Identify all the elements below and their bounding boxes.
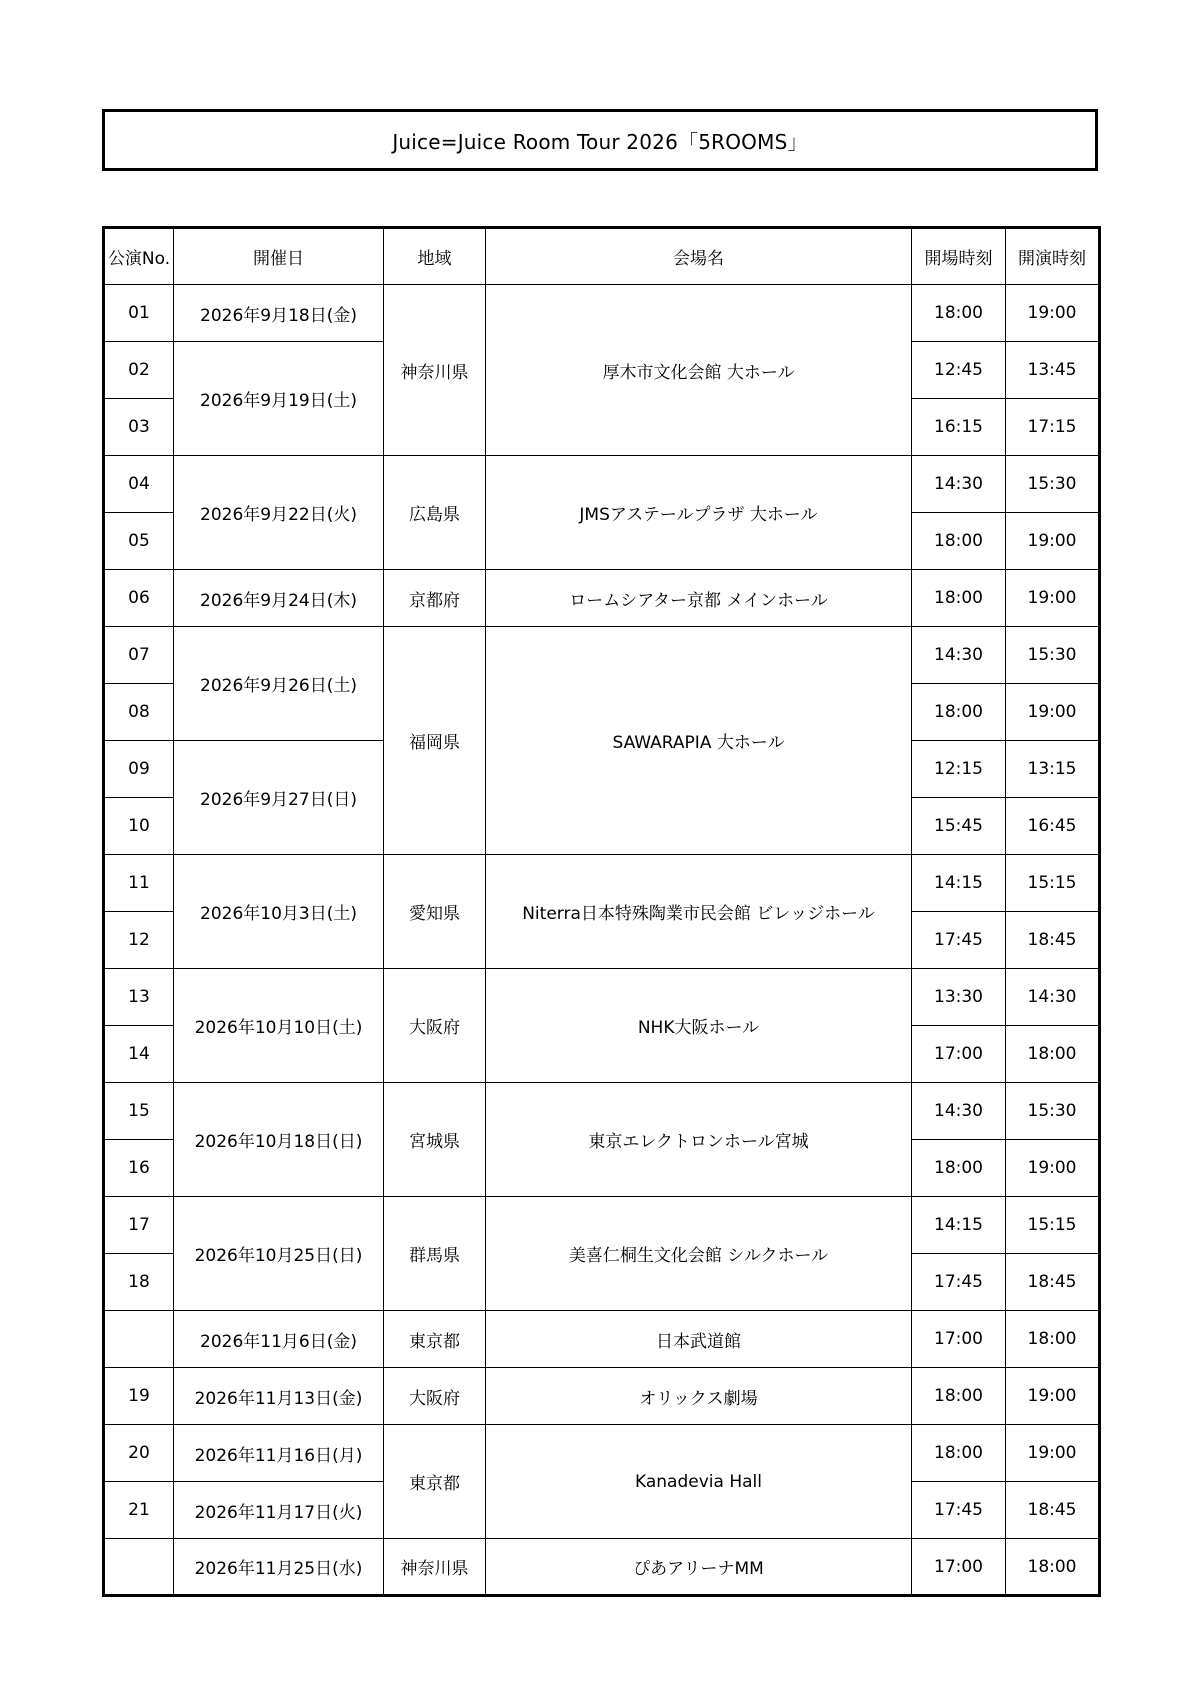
start-time: 18:00	[1006, 1539, 1100, 1596]
open-time: 17:00	[912, 1026, 1006, 1083]
show-region: 神奈川県	[384, 285, 486, 456]
show-date: 2026年11月13日(金)	[174, 1368, 384, 1425]
show-number: 07	[104, 627, 174, 684]
show-date: 2026年9月24日(木)	[174, 570, 384, 627]
document-title-text: Juice=Juice Room Tour 2026「5ROOMS」	[392, 129, 808, 154]
show-date: 2026年11月6日(金)	[174, 1311, 384, 1368]
show-venue: Kanadevia Hall	[486, 1425, 912, 1539]
show-region: 東京都	[384, 1425, 486, 1539]
open-time: 18:00	[912, 1368, 1006, 1425]
show-number: 11	[104, 855, 174, 912]
show-date: 2026年11月17日(火)	[174, 1482, 384, 1539]
header-no: 公演No.	[104, 228, 174, 285]
start-time: 19:00	[1006, 285, 1100, 342]
open-time: 18:00	[912, 285, 1006, 342]
show-venue: 東京エレクトロンホール宮城	[486, 1083, 912, 1197]
open-time: 14:30	[912, 627, 1006, 684]
show-date: 2026年9月22日(火)	[174, 456, 384, 570]
open-time: 18:00	[912, 1425, 1006, 1482]
show-region: 愛知県	[384, 855, 486, 969]
show-venue: ロームシアター京都 メインホール	[486, 570, 912, 627]
table-row	[104, 969, 1100, 1026]
show-number	[104, 1311, 174, 1368]
show-number: 09	[104, 741, 174, 798]
show-number: 20	[104, 1425, 174, 1482]
show-number: 13	[104, 969, 174, 1026]
start-time: 19:00	[1006, 684, 1100, 741]
show-number: 21	[104, 1482, 174, 1539]
table-row	[104, 285, 1100, 342]
show-date: 2026年10月10日(土)	[174, 969, 384, 1083]
start-time: 15:15	[1006, 1197, 1100, 1254]
start-time: 15:15	[1006, 855, 1100, 912]
table-row	[104, 1425, 1100, 1482]
show-venue: ぴあアリーナMM	[486, 1539, 912, 1596]
open-time: 17:45	[912, 912, 1006, 969]
open-time: 18:00	[912, 513, 1006, 570]
start-time: 19:00	[1006, 1140, 1100, 1197]
open-time: 18:00	[912, 570, 1006, 627]
show-region: 宮城県	[384, 1083, 486, 1197]
table-row	[104, 1539, 1100, 1596]
show-venue: NHK大阪ホール	[486, 969, 912, 1083]
show-date: 2026年10月25日(日)	[174, 1197, 384, 1311]
open-time: 17:00	[912, 1311, 1006, 1368]
show-number: 17	[104, 1197, 174, 1254]
start-time: 19:00	[1006, 570, 1100, 627]
open-time: 18:00	[912, 1140, 1006, 1197]
header-open-time: 開場時刻	[912, 228, 1006, 285]
show-number: 18	[104, 1254, 174, 1311]
show-venue: 日本武道館	[486, 1311, 912, 1368]
open-time: 12:15	[912, 741, 1006, 798]
show-venue: JMSアステールプラザ 大ホール	[486, 456, 912, 570]
show-number: 01	[104, 285, 174, 342]
show-date: 2026年9月18日(金)	[174, 285, 384, 342]
show-number: 16	[104, 1140, 174, 1197]
show-region: 福岡県	[384, 627, 486, 855]
show-date: 2026年11月16日(月)	[174, 1425, 384, 1482]
table-header-row	[104, 228, 1100, 285]
header-start-time: 開演時刻	[1006, 228, 1100, 285]
show-region: 神奈川県	[384, 1539, 486, 1596]
show-venue: Niterra日本特殊陶業市民会館 ビレッジホール	[486, 855, 912, 969]
open-time: 16:15	[912, 399, 1006, 456]
open-time: 13:30	[912, 969, 1006, 1026]
table-row	[104, 627, 1100, 684]
show-venue: SAWARAPIA 大ホール	[486, 627, 912, 855]
start-time: 15:30	[1006, 456, 1100, 513]
table-row	[104, 1368, 1100, 1425]
table-row	[104, 1083, 1100, 1140]
show-number: 04	[104, 456, 174, 513]
show-number: 02	[104, 342, 174, 399]
document-title	[102, 109, 1098, 171]
show-number: 12	[104, 912, 174, 969]
start-time: 18:45	[1006, 1482, 1100, 1539]
open-time: 15:45	[912, 798, 1006, 855]
show-region: 京都府	[384, 570, 486, 627]
start-time: 13:15	[1006, 741, 1100, 798]
open-time: 14:15	[912, 855, 1006, 912]
start-time: 16:45	[1006, 798, 1100, 855]
show-number: 08	[104, 684, 174, 741]
start-time: 18:45	[1006, 1254, 1100, 1311]
table-row	[104, 1197, 1100, 1254]
open-time: 12:45	[912, 342, 1006, 399]
show-number: 14	[104, 1026, 174, 1083]
table-row	[104, 855, 1100, 912]
show-number: 05	[104, 513, 174, 570]
start-time: 19:00	[1006, 513, 1100, 570]
start-time: 14:30	[1006, 969, 1100, 1026]
start-time: 15:30	[1006, 627, 1100, 684]
open-time: 14:30	[912, 1083, 1006, 1140]
show-date: 2026年11月25日(水)	[174, 1539, 384, 1596]
table-row	[104, 1311, 1100, 1368]
show-date: 2026年10月18日(日)	[174, 1083, 384, 1197]
table-row	[104, 456, 1100, 513]
show-number: 06	[104, 570, 174, 627]
show-number: 03	[104, 399, 174, 456]
start-time: 18:00	[1006, 1311, 1100, 1368]
show-region: 群馬県	[384, 1197, 486, 1311]
start-time: 19:00	[1006, 1425, 1100, 1482]
header-date: 開催日	[174, 228, 384, 285]
show-region: 大阪府	[384, 1368, 486, 1425]
open-time: 17:00	[912, 1539, 1006, 1596]
show-date: 2026年10月3日(土)	[174, 855, 384, 969]
show-venue: 美喜仁桐生文化会館 シルクホール	[486, 1197, 912, 1311]
start-time: 18:00	[1006, 1026, 1100, 1083]
open-time: 17:45	[912, 1482, 1006, 1539]
show-region: 東京都	[384, 1311, 486, 1368]
start-time: 18:45	[1006, 912, 1100, 969]
show-date: 2026年9月26日(土)	[174, 627, 384, 741]
open-time: 14:30	[912, 456, 1006, 513]
show-venue: オリックス劇場	[486, 1368, 912, 1425]
show-region: 広島県	[384, 456, 486, 570]
show-date: 2026年9月19日(土)	[174, 342, 384, 456]
header-region: 地域	[384, 228, 486, 285]
show-number	[104, 1539, 174, 1596]
show-region: 大阪府	[384, 969, 486, 1083]
table-row	[104, 570, 1100, 627]
show-date: 2026年9月27日(日)	[174, 741, 384, 855]
open-time: 18:00	[912, 684, 1006, 741]
start-time: 17:15	[1006, 399, 1100, 456]
header-venue: 会場名	[486, 228, 912, 285]
start-time: 15:30	[1006, 1083, 1100, 1140]
show-number: 10	[104, 798, 174, 855]
open-time: 14:15	[912, 1197, 1006, 1254]
start-time: 19:00	[1006, 1368, 1100, 1425]
open-time: 17:45	[912, 1254, 1006, 1311]
schedule-table	[102, 226, 1101, 1597]
show-venue: 厚木市文化会館 大ホール	[486, 285, 912, 456]
start-time: 13:45	[1006, 342, 1100, 399]
show-number: 15	[104, 1083, 174, 1140]
show-number: 19	[104, 1368, 174, 1425]
